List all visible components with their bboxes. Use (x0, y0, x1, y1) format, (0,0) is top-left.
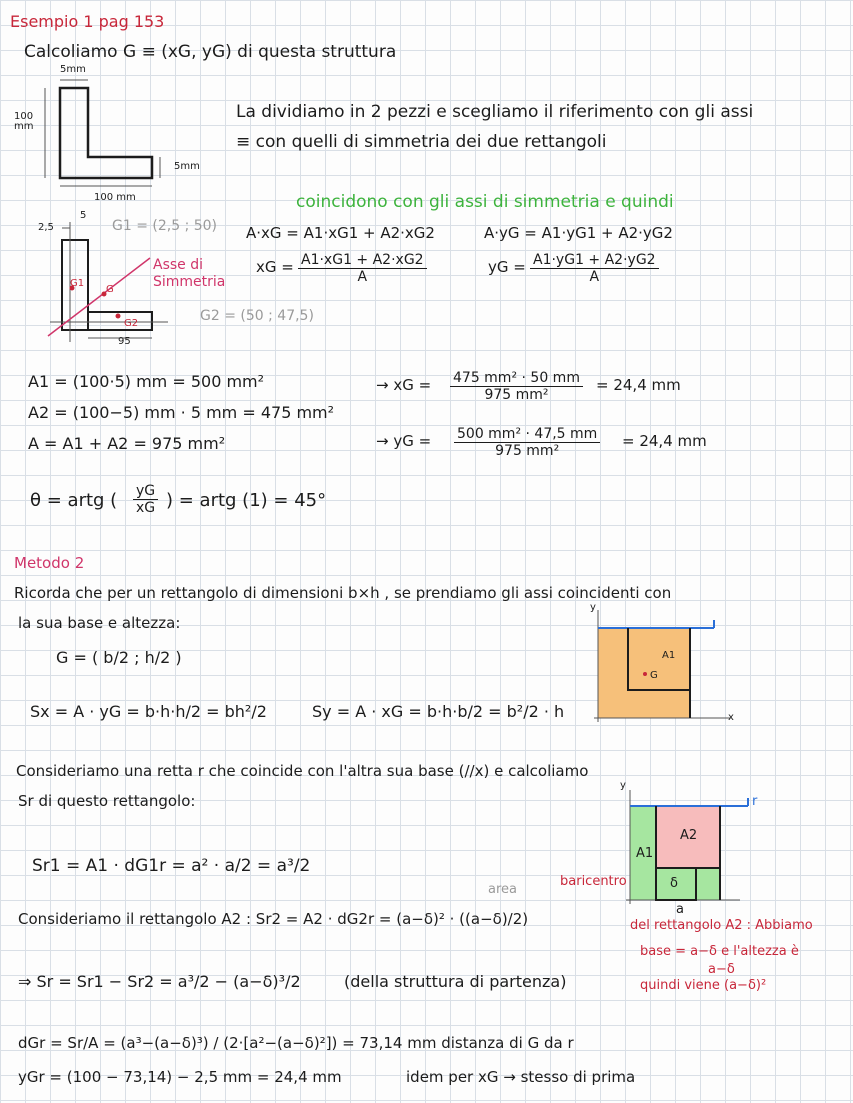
fig4-r: r (752, 794, 758, 809)
metodo2-line2: la sua base e altezza: (18, 614, 181, 632)
theta-lhs: θ = artg ( (30, 490, 118, 511)
note-line-1: La dividiamo in 2 pezzi e scegliamo il riferimento con gli assi (236, 102, 754, 122)
metodo2-line3: Consideriamo una retta r che coincide con l'altra sua base (//x) e calcoliamo (16, 762, 589, 780)
area-a2: A2 = (100−5) mm · 5 mm = 475 mm² (28, 403, 335, 422)
formula-xg-den: A (357, 269, 368, 285)
g1-coord: G1 = (2,5 ; 50) (112, 218, 218, 234)
result-xg-num: 475 mm² · 50 mm (450, 370, 583, 387)
label-g2: G2 (124, 318, 139, 329)
fig3-g: G (650, 670, 658, 681)
ygr-note: idem per xG → stesso di prima (406, 1068, 636, 1086)
side-note-l2: base = a−δ e l'altezza è (640, 944, 799, 959)
result-yg-den: 975 mm² (495, 443, 560, 459)
side-note-l4: a−δ (708, 962, 735, 977)
fig3-axis-y: y (590, 602, 596, 613)
result-xg-val: = 24,4 mm (596, 376, 681, 394)
formula-xg-lhs: xG = (256, 258, 294, 276)
metodo2-line1: Ricorda che per un rettangolo di dimensioni b×h , se prendiamo gli assi coincidenti con (14, 584, 672, 602)
result-yg-lhs: → yG = (376, 432, 432, 450)
sy-formula: Sy = A · xG = b·h·b/2 = b²/2 · h (312, 702, 565, 721)
sx-formula: Sx = A · yG = b·h·h/2 = bh²/2 (30, 702, 267, 721)
result-yg-val: = 24,4 mm (622, 432, 707, 450)
result-yg-num: 500 mm² · 47,5 mm (454, 426, 600, 443)
formula-xg-num: A1·xG1 + A2·xG2 (298, 252, 427, 269)
sr-formula: ⇒ Sr = Sr1 − Sr2 = a³/2 − (a−δ)³/2 (18, 972, 301, 991)
sr-note: (della struttura di partenza) (344, 972, 567, 991)
side-note-l3: quindi viene (a−δ)² (640, 978, 767, 993)
fig4-area: area (488, 882, 517, 897)
formula-axg: A·xG = A1·xG1 + A2·xG2 (246, 224, 435, 242)
theta-rhs: ) = artg (1) = 45° (166, 490, 327, 511)
fig4-a1: A1 (636, 846, 654, 861)
note-line-2: ≡ con quelli di simmetria dei due rettangoli (236, 132, 607, 152)
area-a1: A1 = (100·5) mm = 500 mm² (28, 372, 265, 391)
dim-right: 5mm (174, 161, 200, 172)
label-g1: G1 (70, 278, 85, 289)
metodo2-title: Metodo 2 (14, 554, 85, 572)
dim-left: 100 mm (14, 111, 34, 132)
green-note: coincidono con gli assi di simmetria e quindi (296, 192, 674, 212)
fig4-axis-y: y (620, 780, 626, 791)
result-xg-den: 975 mm² (484, 387, 549, 403)
formula-ayg: A·yG = A1·yG1 + A2·yG2 (484, 224, 673, 242)
fig4-a: a (676, 902, 684, 917)
metodo2-line5: Consideriamo il rettangolo A2 : Sr2 = A2 · dG2r = (a−δ)² · ((a−δ)/2) (18, 910, 529, 928)
g-formula: G = ( b/2 ; h/2 ) (56, 648, 182, 667)
ygr-formula: yGr = (100 − 73,14) − 2,5 mm = 24,4 mm (18, 1068, 342, 1086)
dgr-formula: dGr = Sr/A = (a³−(a−δ)³) / (2·[a²−(a−δ)²]) = 73,14 mm distanza di G da r (18, 1034, 574, 1052)
theta-num: yG (133, 483, 158, 500)
formula-yg-den: A (589, 269, 600, 285)
label-g: G (106, 284, 114, 295)
theta-den: xG (136, 500, 156, 516)
metodo2-line4: Sr di questo rettangolo: (18, 792, 196, 810)
fig4-baricentro: baricentro (560, 874, 627, 889)
g2-coord: G2 = (50 ; 47,5) (200, 308, 314, 324)
asse-line1: Asse di (153, 257, 204, 273)
fig3-a1: A1 (662, 650, 676, 661)
dim-5: 5 (80, 210, 87, 221)
dim-95: 95 (118, 336, 131, 347)
formula-yg-num: A1·yG1 + A2·yG2 (530, 252, 659, 269)
sr1-formula: Sr1 = A1 · dG1r = a² · a/2 = a³/2 (32, 856, 311, 876)
fig4-a2: A2 (680, 828, 698, 843)
dim-top: 5mm (60, 64, 86, 75)
result-xg-lhs: → xG = (376, 376, 432, 394)
side-note-l1: del rettangolo A2 : Abbiamo (630, 918, 813, 933)
fig3-axis-x: x (728, 712, 734, 723)
page-title: Esempio 1 pag 153 (10, 12, 165, 31)
formula-yg-lhs: yG = (488, 258, 526, 276)
fig4-delta: δ (670, 876, 678, 891)
asse-line2: Simmetria (153, 274, 226, 290)
dim-bottom: 100 mm (94, 192, 136, 203)
intro-text: Calcoliamo G ≡ (xG, yG) di questa struttura (24, 42, 397, 62)
dim-2-5: 2,5 (38, 222, 54, 233)
area-a: A = A1 + A2 = 975 mm² (28, 434, 226, 453)
